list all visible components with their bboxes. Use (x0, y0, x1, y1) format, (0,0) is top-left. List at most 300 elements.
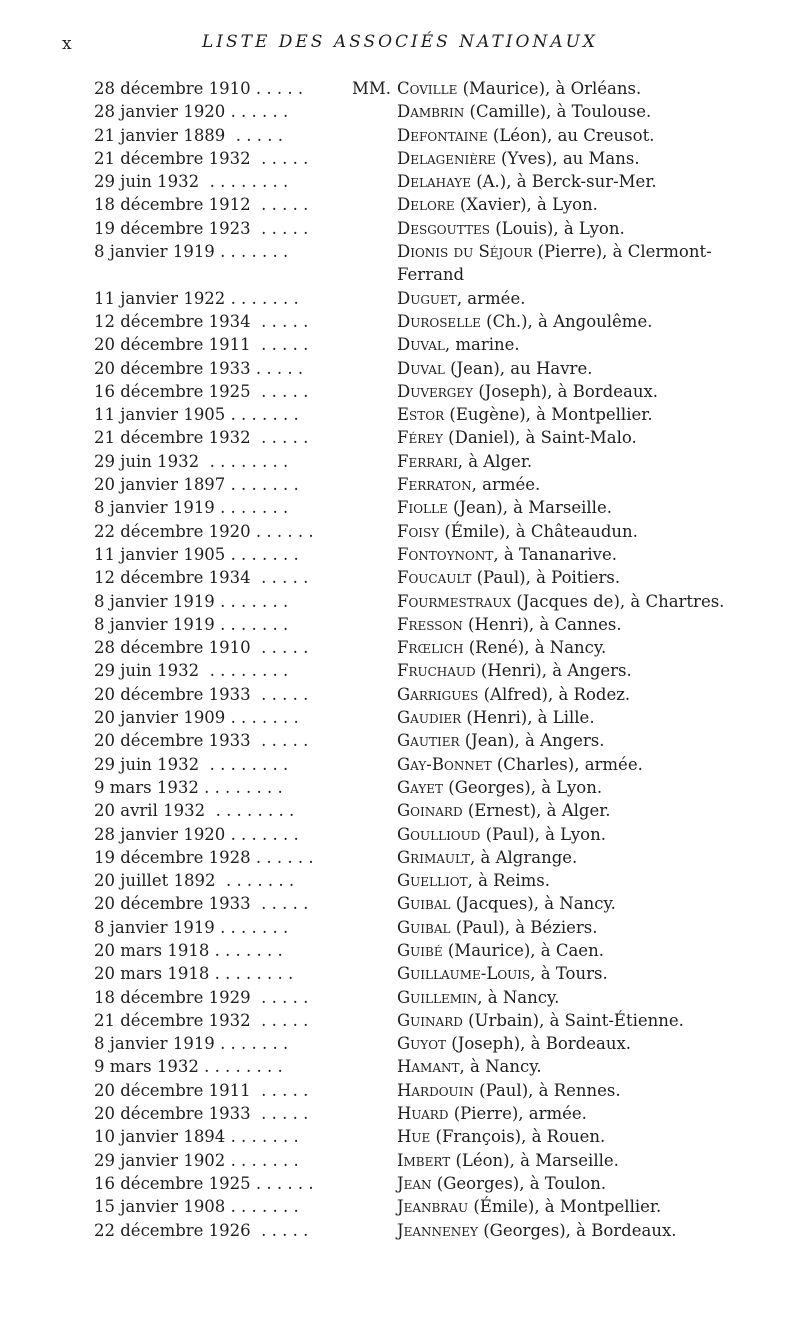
list-item (0, 240, 800, 263)
list-item (0, 1079, 800, 1102)
election-date: 8 janvier 1919 . . . . . . . (94, 591, 289, 611)
name-details: , à Tours. (530, 964, 608, 984)
election-date: 15 janvier 1908 . . . . . . . (94, 1197, 299, 1217)
list-item (0, 636, 800, 659)
member-name (397, 450, 532, 473)
surname: Ferrari (397, 451, 458, 471)
member-name (397, 310, 652, 333)
member-name (397, 1032, 631, 1055)
member-name (397, 287, 525, 310)
name-details: (Joseph), à Bordeaux. (473, 381, 659, 401)
dot-leader: . . . . . (255, 335, 309, 355)
dot-leader: . . . . . . . (230, 1127, 299, 1147)
dot-leader: . . . . . (255, 148, 309, 168)
list-item (0, 799, 800, 822)
dot-leader: . . . . . . . (220, 871, 295, 891)
name-details: (Émile), à Montpellier. (468, 1197, 662, 1217)
list-item (0, 1102, 800, 1125)
list-item (0, 776, 800, 799)
election-date: 11 janvier 1922 . . . . . . . (94, 288, 299, 308)
election-date (94, 263, 344, 286)
list-item (0, 1172, 800, 1195)
election-date: 8 janvier 1919 . . . . . . . (94, 242, 289, 262)
surname: Dionis du Séjour (397, 242, 533, 262)
dot-leader: . . . . . . . . (210, 801, 295, 821)
election-date: 12 décembre 1934 . . . . . (94, 311, 309, 331)
member-name (397, 590, 724, 613)
election-date: 8 janvier 1919 . . . . . . . (94, 614, 289, 634)
list-item (0, 543, 800, 566)
member-name (397, 520, 638, 543)
election-date: 9 mars 1932 . . . . . . . . (94, 777, 283, 797)
member-name (397, 799, 611, 822)
name-details: Ferrand (397, 265, 465, 285)
election-date: 20 décembre 1933 . . . . . (94, 731, 309, 751)
name-details: (Paul), à Rennes. (473, 1080, 621, 1100)
election-date: 22 décembre 1926 . . . . . (94, 1220, 309, 1240)
name-details: (Paul), à Poitiers. (471, 568, 621, 588)
list-item (0, 1055, 800, 1078)
surname: Férey (397, 428, 443, 448)
surname: Gayet (397, 777, 444, 797)
member-name (397, 1009, 684, 1032)
list-item (0, 426, 800, 449)
member-name (397, 100, 651, 123)
member-name (397, 869, 550, 892)
surname: Huard (397, 1104, 449, 1124)
surname: Ferraton (397, 475, 472, 495)
election-date: 18 décembre 1912 . . . . . (94, 195, 309, 215)
list-item (0, 846, 800, 869)
election-date: 8 janvier 1919 . . . . . . . (94, 917, 289, 937)
surname: Grimault (397, 847, 471, 867)
member-name (397, 403, 653, 426)
name-details: (Joseph), à Bordeaux. (446, 1034, 632, 1054)
dot-leader: . . . . . . (230, 102, 289, 122)
election-date: 20 décembre 1933 . . . . . (94, 894, 309, 914)
name-details: , à Tananarive. (493, 544, 617, 564)
list-item (0, 450, 800, 473)
election-date: 11 janvier 1905 . . . . . . . (94, 405, 299, 425)
dot-leader: . . . . . . . (220, 917, 289, 937)
election-date: 29 janvier 1902 . . . . . . . (94, 1150, 299, 1170)
member-name (397, 962, 608, 985)
election-date: 9 mars 1932 . . . . . . . . (94, 1057, 283, 1077)
list-item (0, 823, 800, 846)
dot-leader: . . . . . (255, 358, 304, 378)
member-name (397, 916, 598, 939)
name-details: (Ch.), à Angoulême. (480, 311, 653, 331)
election-date: 21 décembre 1932 . . . . . (94, 428, 309, 448)
member-name (397, 729, 605, 752)
election-date: 20 janvier 1909 . . . . . . . (94, 708, 299, 728)
surname: Imbert (397, 1150, 451, 1170)
dot-leader: . . . . . (255, 1080, 309, 1100)
member-name (397, 613, 622, 636)
dot-leader: . . . . . (230, 125, 284, 145)
dot-leader: . . . . . (255, 731, 309, 751)
dot-leader: . . . . . . . (230, 1150, 299, 1170)
surname: Defontaine (397, 125, 488, 145)
name-details: (Pierre), armée. (448, 1104, 587, 1124)
election-date: 8 janvier 1919 . . . . . . . (94, 1034, 289, 1054)
list-item (0, 869, 800, 892)
associate-list (0, 77, 800, 1242)
list-item (0, 1219, 800, 1242)
name-details: (Camille), à Toulouse. (464, 102, 652, 122)
name-details: , armée. (471, 475, 541, 495)
surname: Frœlich (397, 638, 464, 658)
surname: Fresson (397, 614, 463, 634)
member-name (397, 124, 654, 147)
election-date: 10 janvier 1894 . . . . . . . (94, 1127, 299, 1147)
member-name (397, 1149, 619, 1172)
dot-leader: . . . . . . . (220, 1034, 289, 1054)
surname: Duroselle (397, 311, 481, 331)
member-name (397, 263, 464, 286)
name-details: (René), à Nancy. (463, 638, 607, 658)
name-details: (Jacques de), à Chartres. (511, 591, 725, 611)
list-item (0, 892, 800, 915)
election-date: 16 décembre 1925 . . . . . (94, 381, 309, 401)
dot-leader: . . . . . . . (214, 940, 283, 960)
surname: Fiolle (397, 498, 448, 518)
dot-leader: . . . . . (255, 311, 309, 331)
member-name (397, 357, 592, 380)
member-name (397, 892, 616, 915)
name-details: (Émile), à Châteaudun. (439, 521, 638, 541)
member-name (397, 217, 625, 240)
name-details: (Jean), à Marseille. (447, 498, 612, 518)
name-details: (Henri), à Cannes. (462, 614, 622, 634)
election-date: 20 décembre 1933 . . . . . (94, 684, 309, 704)
dot-leader: . . . . . (255, 684, 309, 704)
election-date: 18 décembre 1929 . . . . . (94, 987, 309, 1007)
member-name (397, 543, 617, 566)
election-date: 28 janvier 1920 . . . . . . (94, 102, 289, 122)
election-date: 20 janvier 1897 . . . . . . . (94, 475, 299, 495)
list-item (0, 1149, 800, 1172)
dot-leader: . . . . . . (255, 521, 314, 541)
dot-leader: . . . . . . . . (204, 1057, 283, 1077)
election-date: 11 janvier 1905 . . . . . . . (94, 544, 299, 564)
member-name (397, 473, 540, 496)
list-item (0, 170, 800, 193)
name-details: (Jean), au Havre. (444, 358, 593, 378)
dot-leader: . . . . . (255, 1104, 309, 1124)
name-details: (Charles), armée. (491, 754, 643, 774)
surname: Jeanbrau (397, 1197, 469, 1217)
member-name (397, 380, 658, 403)
member-name (397, 1079, 621, 1102)
name-details: (Maurice), à Orléans. (457, 79, 642, 98)
surname: Delagenière (397, 148, 496, 168)
list-item (0, 77, 800, 100)
list-item (0, 193, 800, 216)
name-details: , armée. (456, 288, 526, 308)
member-name (397, 753, 643, 776)
election-date: 21 décembre 1932 . . . . . (94, 148, 309, 168)
member-name (397, 1125, 605, 1148)
dot-leader: . . . . . . . . (204, 777, 283, 797)
election-date: 29 juin 1932 . . . . . . . . (94, 172, 289, 192)
surname: Gaudier (397, 708, 462, 728)
list-item (0, 287, 800, 310)
name-details: , à Nancy. (459, 1057, 542, 1077)
surname: Guibal (397, 917, 451, 937)
name-details: (Georges), à Bordeaux. (477, 1220, 677, 1240)
name-details: (Yves), au Mans. (495, 148, 640, 168)
election-date: 20 décembre 1933 . . . . . (94, 358, 304, 378)
dot-leader: . . . . . . . (220, 242, 289, 262)
member-name (397, 147, 640, 170)
name-details: (Louis), à Lyon. (489, 218, 625, 238)
surname: Delahaye (397, 172, 471, 192)
list-item (0, 729, 800, 752)
dot-leader: . . . . . . . . (204, 451, 289, 471)
surname: Hue (397, 1127, 431, 1147)
election-date: 20 avril 1932 . . . . . . . . (94, 801, 295, 821)
election-date: 28 janvier 1920 . . . . . . . (94, 824, 299, 844)
member-name (397, 193, 598, 216)
surname: Duguet (397, 288, 457, 308)
surname: Foucault (397, 568, 472, 588)
list-item (0, 217, 800, 240)
dot-leader: . . . . . (255, 428, 309, 448)
name-details: (Léon), à Marseille. (450, 1150, 619, 1170)
list-item (0, 357, 800, 380)
member-name (397, 170, 657, 193)
list-item (0, 706, 800, 729)
election-date: 20 juillet 1892 . . . . . . . (94, 871, 295, 891)
list-item-continuation (0, 263, 800, 286)
list-item (0, 659, 800, 682)
name-details: , à Nancy. (477, 987, 560, 1007)
election-date: 21 décembre 1932 . . . . . (94, 1010, 309, 1030)
name-details: (Eugène), à Montpellier. (444, 405, 653, 425)
dot-leader: . . . . . . . . (204, 754, 289, 774)
member-name (397, 496, 612, 519)
surname: Jean (397, 1173, 432, 1193)
election-date: 19 décembre 1923 . . . . . (94, 218, 309, 238)
election-date: 8 janvier 1919 . . . . . . . (94, 498, 289, 518)
member-name (397, 1172, 606, 1195)
member-name (397, 706, 595, 729)
list-item (0, 333, 800, 356)
list-item (0, 566, 800, 589)
name-details: (Alfred), à Rodez. (478, 684, 631, 704)
surname: Guyot (397, 1034, 447, 1054)
name-details: (Urbain), à Saint-Étienne. (462, 1010, 684, 1030)
name-details: (Ernest), à Alger. (462, 801, 611, 821)
list-item (0, 590, 800, 613)
surname: Coville (397, 79, 458, 98)
dot-leader: . . . . . . . (230, 544, 299, 564)
dot-leader: . . . . . (255, 381, 309, 401)
name-details: (Maurice), à Caen. (442, 940, 604, 960)
surname: Fontoynont (397, 544, 494, 564)
surname: Gautier (397, 731, 460, 751)
list-item (0, 380, 800, 403)
name-details: (Georges), à Toulon. (431, 1173, 607, 1193)
list-item (0, 962, 800, 985)
member-name (397, 333, 520, 356)
dot-leader: . . . . . . . (220, 614, 289, 634)
surname: Guillaume-Louis (397, 964, 531, 984)
list-item (0, 683, 800, 706)
name-details: (Henri), à Lille. (461, 708, 595, 728)
name-details: (Pierre), à Clermont- (532, 242, 712, 262)
dot-leader: . . . . . . (255, 847, 314, 867)
dot-leader: . . . . . . (255, 1173, 314, 1193)
list-item (0, 1032, 800, 1055)
election-date: 16 décembre 1925 . . . . . . (94, 1173, 314, 1193)
surname: Hamant (397, 1057, 460, 1077)
name-details: (Jean), à Angers. (459, 731, 605, 751)
surname: Jeanneney (397, 1220, 478, 1240)
dot-leader: . . . . . . . (220, 498, 289, 518)
member-name (397, 683, 630, 706)
name-details: (Xavier), à Lyon. (454, 195, 598, 215)
dot-leader: . . . . . (255, 1220, 309, 1240)
dot-leader: . . . . . . . . (204, 661, 289, 681)
election-date: 19 décembre 1928 . . . . . . (94, 847, 314, 867)
name-details: (Henri), à Angers. (475, 661, 632, 681)
running-head: LISTE DES ASSOCIÉS NATIONAUX (201, 32, 599, 52)
surname: Desgouttes (397, 218, 490, 238)
name-details: (François), à Rouen. (430, 1127, 606, 1147)
surname: Guillemin (397, 987, 478, 1007)
name-details: (Paul), à Lyon. (480, 824, 606, 844)
dot-leader: . . . . . . . (230, 405, 299, 425)
member-name (397, 426, 637, 449)
list-item (0, 403, 800, 426)
election-date: 20 décembre 1933 . . . . . (94, 1104, 309, 1124)
surname: Guinard (397, 1010, 463, 1030)
surname: Goinard (397, 801, 463, 821)
name-details: , marine. (444, 335, 520, 355)
surname: Fruchaud (397, 661, 476, 681)
list-item (0, 124, 800, 147)
dot-leader: . . . . . (255, 987, 309, 1007)
name-details: (Paul), à Béziers. (450, 917, 598, 937)
member-name (397, 986, 559, 1009)
dot-leader: . . . . . . . (230, 824, 299, 844)
page-number: x (62, 34, 72, 54)
list-item (0, 916, 800, 939)
election-date: 29 juin 1932 . . . . . . . . (94, 451, 289, 471)
name-details: (Léon), au Creusot. (487, 125, 655, 145)
surname: Duvergey (397, 381, 474, 401)
name-details: (A.), à Berck-sur-Mer. (470, 172, 657, 192)
member-name (397, 77, 641, 100)
dot-leader: . . . . . (255, 638, 309, 658)
member-name (397, 1055, 542, 1078)
member-name (397, 659, 632, 682)
name-details: , à Reims. (467, 871, 550, 891)
dot-leader: . . . . . . . (230, 288, 299, 308)
list-item (0, 986, 800, 1009)
list-item (0, 520, 800, 543)
honorific-prefix: MM. (352, 79, 392, 98)
election-date: 12 décembre 1934 . . . . . (94, 568, 309, 588)
dot-leader: . . . . . . . (220, 591, 289, 611)
election-date: 21 janvier 1889 . . . . . (94, 125, 284, 145)
member-name (397, 1195, 661, 1218)
surname: Estor (397, 405, 445, 425)
member-name (397, 1102, 587, 1125)
surname: Duval (397, 358, 445, 378)
dot-leader: . . . . . . . (230, 708, 299, 728)
election-date: 29 juin 1932 . . . . . . . . (94, 661, 289, 681)
list-item (0, 496, 800, 519)
name-details: , à Alger. (457, 451, 533, 471)
surname: Guibal (397, 894, 451, 914)
name-details: , à Algrange. (470, 847, 578, 867)
election-date: 28 décembre 1910 . . . . . (94, 638, 309, 658)
surname: Duval (397, 335, 445, 355)
member-name (397, 566, 620, 589)
list-item (0, 1009, 800, 1032)
election-date: 28 décembre 1910 . . . . . (94, 79, 304, 98)
dot-leader: . . . . . . . (230, 1197, 299, 1217)
list-item (0, 473, 800, 496)
list-item (0, 939, 800, 962)
election-date: 22 décembre 1920 . . . . . . (94, 521, 314, 541)
surname: Delore (397, 195, 455, 215)
election-date: 20 décembre 1911 . . . . . (94, 1080, 309, 1100)
list-item (0, 753, 800, 776)
member-name (397, 846, 577, 869)
surname: Guelliot (397, 871, 468, 891)
list-item (0, 147, 800, 170)
surname: Garrigues (397, 684, 479, 704)
member-name (397, 776, 602, 799)
election-date: 20 mars 1918 . . . . . . . (94, 940, 283, 960)
election-date: 29 juin 1932 . . . . . . . . (94, 754, 289, 774)
election-date: 20 mars 1918 . . . . . . . . (94, 964, 294, 984)
dot-leader: . . . . . . . (230, 475, 299, 495)
list-item (0, 1125, 800, 1148)
name-details: (Daniel), à Saint-Malo. (442, 428, 637, 448)
member-name (397, 636, 606, 659)
list-item (0, 613, 800, 636)
dot-leader: . . . . . . . . (214, 964, 294, 984)
election-date: 20 décembre 1911 . . . . . (94, 335, 309, 355)
surname: Guibé (397, 940, 443, 960)
member-name (397, 939, 604, 962)
dot-leader: . . . . . (255, 568, 309, 588)
dot-leader: . . . . . (255, 195, 309, 215)
name-details: (Jacques), à Nancy. (450, 894, 616, 914)
list-item (0, 1195, 800, 1218)
member-name (397, 240, 712, 263)
dot-leader: . . . . . . . . (204, 172, 289, 192)
list-item (0, 100, 800, 123)
surname: Hardouin (397, 1080, 474, 1100)
member-name (397, 823, 606, 846)
name-details: (Georges), à Lyon. (443, 777, 603, 797)
dot-leader: . . . . . (255, 218, 309, 238)
surname: Fourmestraux (397, 591, 512, 611)
dot-leader: . . . . . (255, 1010, 309, 1030)
member-name (397, 1219, 677, 1242)
surname: Dambrin (397, 102, 465, 122)
surname: Gay-Bonnet (397, 754, 492, 774)
list-item (0, 310, 800, 333)
surname: Goullioud (397, 824, 481, 844)
dot-leader: . . . . . (255, 894, 309, 914)
